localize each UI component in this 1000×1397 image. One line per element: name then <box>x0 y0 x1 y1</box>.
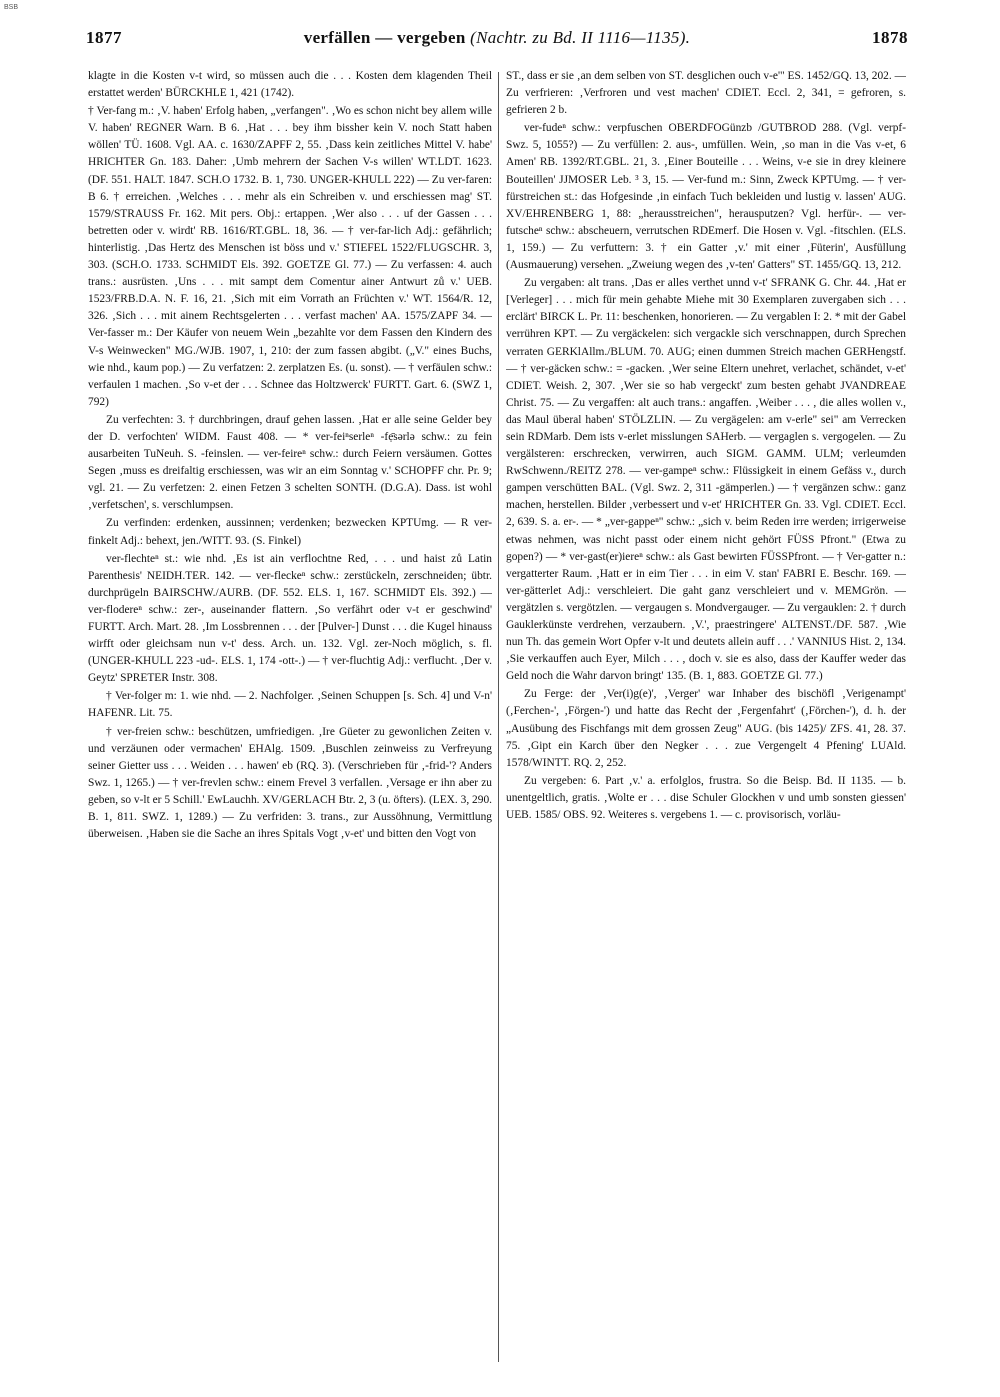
dictionary-entry: † Ver-fang m.: ‚V. haben' Erfolg haben, „verfangen". ‚Wo es schon nicht bey allem wille V. haben' REGNER Warn. B 6. ‚Hat . . . bey ihm bissher kein V. noch Statt haben wöllen' TÜ. 1608. Vgl. AA. c. 1630/ZAPFF 2, 55. ‚Dass kein zeitliches Mittel V. habe' HRICHTER Gn. 183. Daher: ‚Umb mehrern der Sachen V-s willen' WT.LDT. 1623. (DF. 551. HALT. 1847. SCH.O 1732. B. 1, 730. UNGER-KHULL 222) — Zu ver-faren: B 6. † erreichen. ‚Welches . . . mehr als ein Schreiben v. und erschiessen mag' ST. 1579/STRAUSS Fr. 162. Mit pers. Obj.: ertappen. ‚Wer also . . . uf der Gassen . . . betretten oder v. wirdt' RB. 1616/RT.GBL. 18, 36. — † ver-far-lich Adj.: gefährlich; hinterlistig. ‚Das Hertz des Menschen ist böss und v.' STIEFEL 1522/FLUGSCHR. 3, 303. (SCH.O. 1733. SCHMIDT Els. 392. GOETZE Gl. 77.) — Zu verfassen: 4. auch trans.: ausrüsten. ‚Uns . . . mit sampt dem Comentur ainer Antwurt zů v.' UEB. 1523/FRB.D.A. N. F. 16, 21. ‚Sich mit eim Vorrath an Früchten v.' WT. 1564/R. 12, 326. ‚Sich . . . mit ainem Rechtsgelerten . . . verfast machen' AA. 1575/ZAPF 34. — Ver-fasser m.: Der Käufer von neuem Wein „bezahlte vor dem Fassen den Kindern des V-s Weinwecken" MG./WJB. 1907, 1, 210: der zum fassen abgibt. („V." eines Buchs, wie nhd., kaum pop.) — Zu verfatzen: 2. zerplatzen Es. (u. sonst). — † verfäulen schw.: verfaulen 1 machen. ‚So v-et der . . . Schnee das Holtzwerck' FURTT. Gart. 6. (SWZ 1, 792) <box>88 105 492 408</box>
running-title <box>86 28 908 48</box>
column-divider <box>498 72 499 1362</box>
dictionary-entry: Zu verfinden: erdenken, aussinnen; verdenken; bezwecken KPTUmg. — R ver-finkelt Adj.: behext, jen./WITT. 93. (S. Finkel) <box>88 517 492 547</box>
dictionary-entry: Zu vergaben: alt trans. ‚Das er alles verthet unnd v-t' SFRANK G. Chr. 44. ‚Hat er [Verleger] . . . mich für mein gehabte Miehe mit 30 Exemplaren zuvergaben sich . . . erclärt' BIRCK L. Pr. 11: beschenken, honorieren. — Zu vergablen I: 2. * mit der Gabel verrühren KPT. — Zu vergäckelen: sich vergackle sich verschnappen, durch Sprechen verraten GERKlAllm./BLUM. 70. AUG; einen dummen Streich machen GERHengstf. — † ver-gäcken schw.: = -gacken. ‚Wer seine Eltern unehret, verlachet, schändet, v-et' CDIET. Weish. 2, 307. ‚Wer sie so hab vergeckt' zum besten gehabt JVANDREAE Christ. 75. — Zu vergaffen: alt auch trans.: angaffen. ‚Weiber . . . , die alles wollen v., das Maul überal haben' STÖLZLIN. — Zu vergägelen: am v-erle" sei" am Verrecken sein RDMarb. Dem ists v-erlet misslungen SAHerb. — vergaglen s. vergogelen. — Zu vergälsteren: erschrecken, verwirren, auch SIGM. GAMM. ULM; verleumden RwSchwenn./REITZ 278. — ver-gampeⁿ schw.: Flüssigkeit in einem Gefäss v., durch gampen verschütten BAL. (Vgl. Swz. 2, 311 -gämperlen.) — † vergänzen schw.: ganz machen, herstellen. Bilder ‚verbessert und v-et' HRICHTER Gn. 33. Vgl. CDIET. Eccl. 2, 639. S. a. er-. — * „ver-gappeⁿ" schw.: „sich v. beim Reden irre werden; irrigerweise etwas nehmen, was nicht passt oder einem nicht gehört FÜSS Pfront." (Etwa zu gopen?) — * ver-gast(er)iereⁿ schw.: als Gast bewirten FÜSSPfront. — † Ver-gatter n.: vergatterter Raum. ‚Hatt er in eim Tier . . . in eim V. stan' FABRI E. Beschr. 169. — ver-gätterlet Adj.: verschleiert. Die gaht ganz verschleiert und v. MEMGrön. — vergätzlen s. vergötzlen. — vergaugen s. Mondvergauger. — Zu vergauklen: 2. † durch Gauklerkünste verdrehen, verzaubern. ‚V.', praestringere' ALTENST./DF. 587. ‚Wie nun Th. das gemein Wort Opfer v-lt und deutets allein auff . . .' VANNIUS Hist. 2, 134. ‚Sie verkauffen auch Eyer, Milch . . . , doch v. sie es also, dass der Kauffer weder das Geld noch die Wahr darvon bringt' 135. (B. 1, 883. GOETZE Gl. 77.) <box>506 277 906 683</box>
right-column-number: 1878 <box>872 28 908 47</box>
dictionary-entry: † ver-freien schw.: beschützen, umfriedigen. ‚Ire Güeter zu gewonlichen Zeiten v. und verzäunen oder vermachen' EHAlg. 1509. ‚Buschlen zeinweiss zu Verfreyung seiner Gietter uss . . . Weiden . . . hawen' eb (RQ. 3). (Verschrieben für ‚-frid-'? Anders Swz. 1, 1265.) — † ver-frevlen schw.: einem Frevel 3 verfallen. ‚Versage er ihn aber zu geben, so v-lt er 5 Schill.' EwLauchh. XV/GERLACH Btr. 2, 3 (u. öfters). (LEX. 3, 290. B. 1, 811. SWZ. 1, 1289.) — Zu verfriden: 3. trans., zur Aussöhnung, Vermittlung überweisen. ‚Haben sie die Sache an ihres Spitals Vogt ‚v-et' und bitten den Vogt von <box>88 725 492 841</box>
right-column <box>506 68 906 1368</box>
headword-range: verfällen — vergeben <box>303 28 466 47</box>
left-column-number: 1877 <box>86 28 122 47</box>
dictionary-entry: Zu Ferge: der ‚Ver(i)g(e)', ‚Verger' war Inhaber des bischöfl ‚Verigenampt' (‚Ferchen-', ‚Förgen-') und hatte das Recht der ‚Fergenfahrt' (‚Förchen-'), d. h. der „Ausübung des Fischfangs mit dem grossen Zeug" AUG. (bis 1425)/ ZFS. 41, 28. 37. 75. ‚Gipt ein Karch über den Negker . . . zue Vergengelt 4 Pfening' LUAld. 1578/WINTT. RQ. 2, 252. <box>506 688 906 769</box>
dictionary-entry: ver-flechteⁿ st.: wie nhd. ‚Es ist ain verflochtne Red, . . . und haist zů Latin Parenthesis' NEIDH.TER. 142. — ver-fleckeⁿ schw.: zerstückeln, zerschneiden; übtr. durchprügeln BAIRSCHW./AURB. (DF. 552. ELS. 1, 167. SCHMIDT Els. 392.) — ver-flodereⁿ schw.: zer-, auseinander flattern. ‚So verfährt oder v-t er geschwind' FURTT. Arch. Mart. 28. ‚Im Lossbrennen . . . der [Pulver-] Dunst . . . die Kugel hinauss wirfft oder gleichsam nun v-t' dess. Arch. un. 132. Vgl. zer-Noch möglich, s. fl. (UNGER-KHULL 223 -ud-. ELS. 1, 174 -ott-.) — † ver-fluchtig Adj.: verflucht. ‚Der v. Geytz' SPRETER Instr. 308. <box>88 552 492 685</box>
dictionary-entry: † Ver-folger m: 1. wie nhd. — 2. Nachfolger. ‚Seinen Schuppen [s. Sch. 4] und V-n' HAFENR. Lit. 75. <box>88 690 492 720</box>
left-column <box>88 68 492 1368</box>
supplement-reference: (Nachtr. zu Bd. II 1116—1135). <box>470 28 691 47</box>
page-header <box>86 28 908 54</box>
dictionary-entry: ver-fudeⁿ schw.: verpfuschen OBERDFOGünzb /GUTBROD 288. (Vgl. verpf- Swz. 5, 1055?) — Zu verfüllen: 2. aus-, umfüllen. Wein, ‚so man in die Vas v-et, 6 Amen' RB. 1392/RT.GBL. 21, 3. ‚Einer Bouteille . . . Weins, v-e sie in drey kleinere Bouteillen' JJMOSER Leb. ³ 3, 15. — Ver-fund m.: Sinn, Zweck KPTUmg. — † ver-fürstreichen st.: das Hofgesinde ‚in einfach Tuch bekleiden und lustig v. lassen' AUG. XV/EHRENBERG 1, 88: „herausstreichen", herausputzen? Vgl. herfür-. — ver-futscheⁿ schw.: abscheuern, verrutschen RDEmerf. Die Hosen v. Vgl. -fitschlen. (ELS. 1, 159.) — Zu verfuttern: 3. † ein Gatter ‚v.' mit einer ‚Füterin', Ausfüllung (Ausmauerung) versehen. „Zweiung wegen des ‚v-ten' Gatters" ST. 1455/GQ. 13, 212. <box>506 122 906 272</box>
dictionary-entry: Zu vergeben: 6. Part ‚v.' a. erfolglos, frustra. So die Beisp. Bd. II 1135. — b. unentgeltlich, gratis. ‚Wolte er . . . dise Schuler Glockhen v und umb sonsten giessen' UEB. 1585/ OBS. 92. Weiteres s. vergebens 1. — c. provisorisch, vorläu- <box>506 774 906 822</box>
dictionary-entry: Zu verfechten: 3. † durchbringen, drauf gehen lassen. ‚Hat er alle seine Gelder bey der D. verfochten' WIDM. Faust 408. — * ver-feiⁿserleⁿ -fẹ̄sərlə schw.: zu fein ausarbeiten TuNeuh. S. -feinslen. — ver-feireⁿ schw.: durch Feiern versäumen. Gottes Segen ‚muss es dreifaltig erschiessen, was wir an eim Sonntag v.' SCHOPFF chr. Pr. 9; vgl. 21. — Zu verfetzen: 2. einen Fetzen 3 schelten SONTH. (D.G.A). Dass. ist wohl ‚verfetschen', s. verschlumpsen. <box>88 413 492 512</box>
dictionary-entry: ST., dass er sie ‚an dem selben von ST. desglichen ouch v-e'" ES. 1452/GQ. 13, 202. — Zu verfrieren: ‚Verfroren und vest machen' CDIET. Eccl. 2, 341, = gefroren, s. gefrieren 2 b. <box>506 70 906 117</box>
library-mark: BSB <box>4 4 19 11</box>
dictionary-entry: klagte in die Kosten v-t wird, so müssen auch die . . . Kosten dem klagenden Theil erstattet werden' BÜRCKHLE 1, 421 (1742). <box>88 70 492 100</box>
